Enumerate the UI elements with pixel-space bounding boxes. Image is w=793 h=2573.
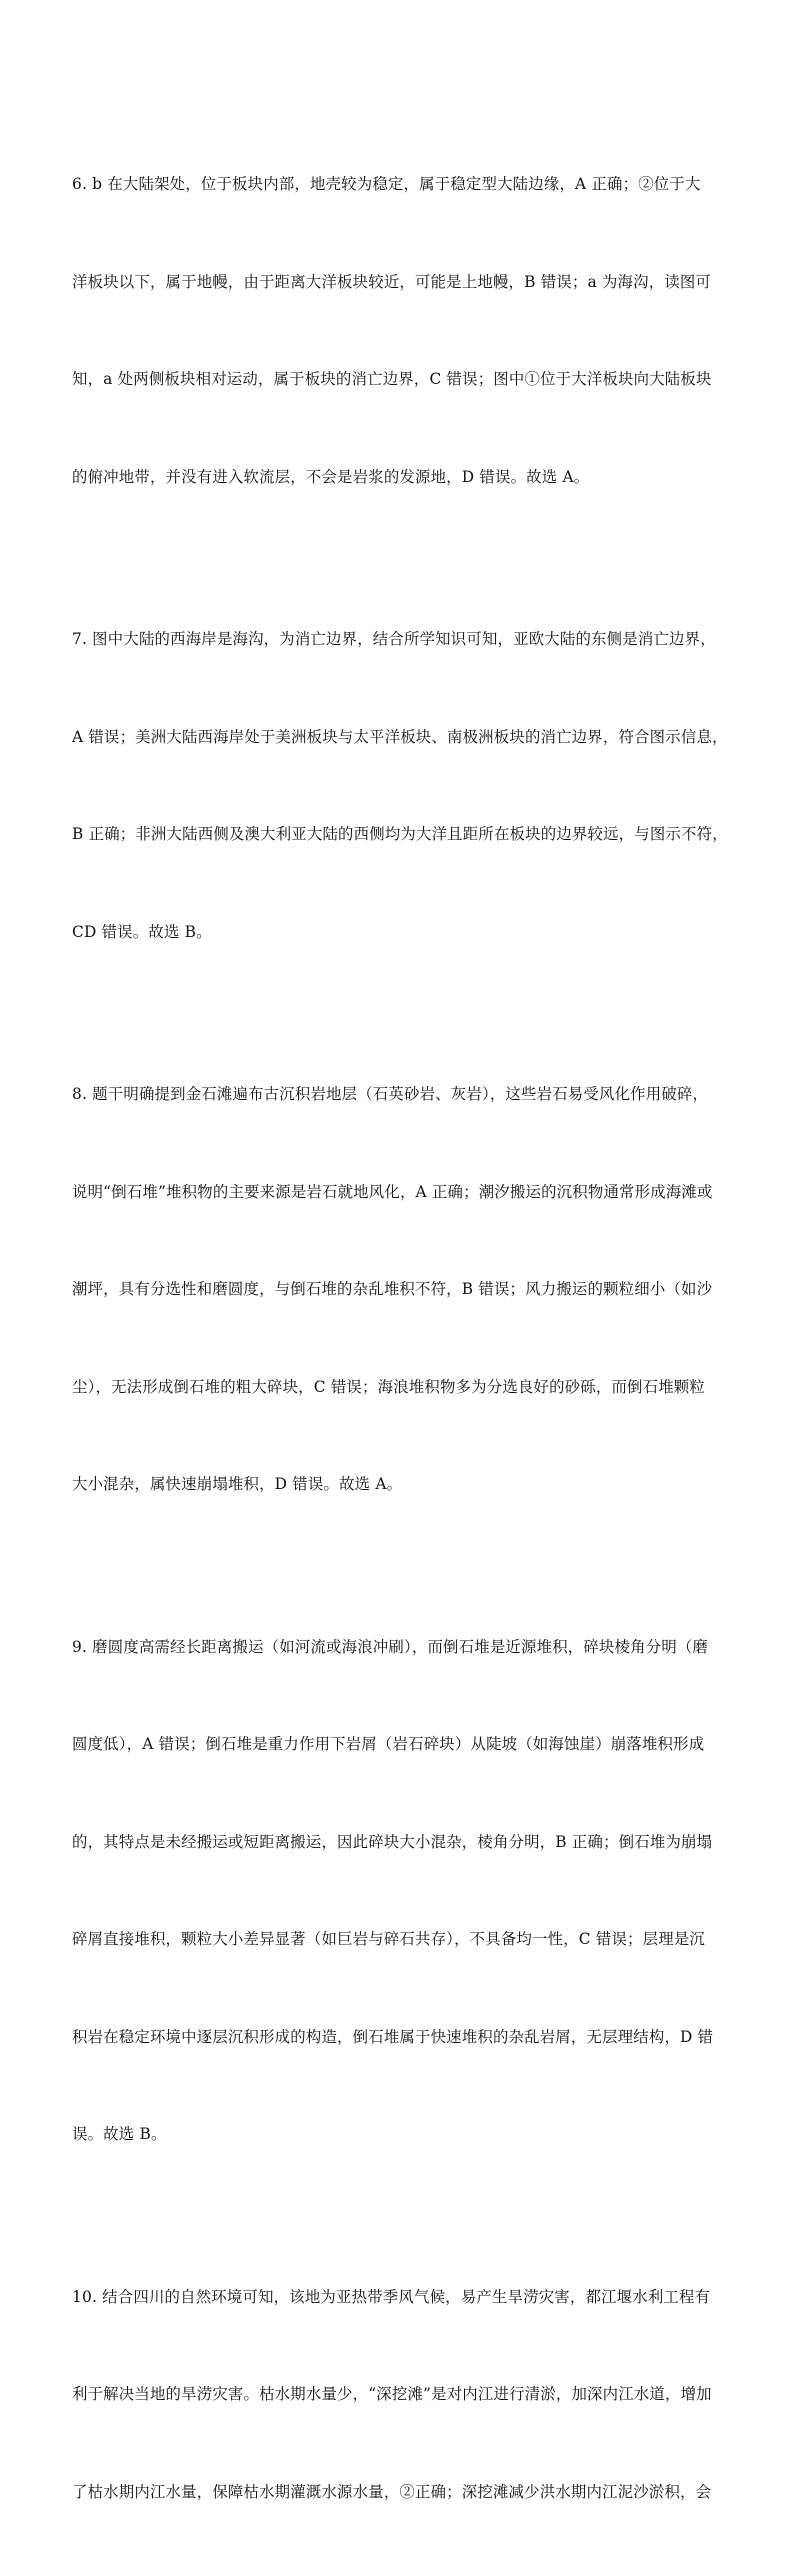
text-line: 7. 图中大陆的西海岸是海沟，为消亡边界，结合所学知识可知，亚欧大陆的东侧是消亡边界， <box>72 623 722 656</box>
answer-paragraph-9 <box>72 1566 722 2216</box>
text-line: 误。故选 B。 <box>72 2118 722 2151</box>
answer-paragraph-10 <box>72 2216 722 2573</box>
text-line: 的俯冲地带，并没有进入软流层，不会是岩浆的发源地，D 错误。故选 A。 <box>72 461 722 494</box>
answer-explanations <box>72 103 722 2573</box>
text-line: CD 错误。故选 B。 <box>72 916 722 949</box>
text-line: 10. 结合四川的自然环境可知，该地为亚热带季风气候，易产生旱涝灾害，都江堰水利工程有 <box>72 2281 722 2314</box>
text-line: A 错误；美洲大陆西海岸处于美洲板块与太平洋板块、南极洲板块的消亡边界，符合图示信息， <box>72 721 722 754</box>
answer-paragraph-7 <box>72 558 722 1013</box>
text-line: 圆度低），A 错误；倒石堆是重力作用下岩屑（岩石碎块）从陡坡（如海蚀崖）崩落堆积形成 <box>72 1728 722 1761</box>
text-line: 碎屑直接堆积，颗粒大小差异显著（如巨岩与碎石共存），不具备均一性，C 错误；层理是沉 <box>72 1923 722 1956</box>
text-line: 大小混杂，属快速崩塌堆积，D 错误。故选 A。 <box>72 1468 722 1501</box>
text-line: 尘），无法形成倒石堆的粗大碎块，C 错误；海浪堆积物多为分选良好的砂砾，而倒石堆颗粒 <box>72 1371 722 1404</box>
text-line: 6. b 在大陆架处，位于板块内部，地壳较为稳定，属于稳定型大陆边缘，A 正确；②位于大 <box>72 168 722 201</box>
answer-paragraph-8 <box>72 1013 722 1566</box>
text-line: 积岩在稳定环境中逐层沉积形成的构造，倒石堆属于快速堆积的杂乱岩屑，无层理结构，D 错 <box>72 2021 722 2054</box>
text-line: 的，其特点是未经搬运或短距离搬运，因此碎块大小混杂，棱角分明，B 正确；倒石堆为崩塌 <box>72 1826 722 1859</box>
text-line: 利于解决当地的旱涝灾害。枯水期水量少，“深挖滩”是对内江进行清淤，加深内江水道，增加 <box>72 2378 722 2411</box>
text-line: 了枯水期内江水量，保障枯水期灌溉水源水量，②正确；深挖滩减少洪水期内江泥沙淤积，会 <box>72 2476 722 2509</box>
text-line: 9. 磨圆度高需经长距离搬运（如河流或海浪冲刷），而倒石堆是近源堆积，碎块棱角分明（磨 <box>72 1631 722 1664</box>
text-line: B 正确；非洲大陆西侧及澳大利亚大陆的西侧均为大洋且距所在板块的边界较远，与图示不符， <box>72 818 722 851</box>
answer-paragraph-6 <box>72 103 722 558</box>
text-line: 8. 题干明确提到金石滩遍布古沉积岩地层（石英砂岩、灰岩），这些岩石易受风化作用破碎， <box>72 1078 722 1111</box>
text-line: 知，a 处两侧板块相对运动，属于板块的消亡边界，C 错误；图中①位于大洋板块向大陆板块 <box>72 363 722 396</box>
text-line: 洋板块以下，属于地幔，由于距离大洋板块较近，可能是上地幔，B 错误；a 为海沟，读图可 <box>72 266 722 299</box>
document-page <box>0 0 793 1123</box>
text-line: 说明“倒石堆”堆积物的主要来源是岩石就地风化，A 正确；潮汐搬运的沉积物通常形成海滩或 <box>72 1176 722 1209</box>
text-line: 潮坪，具有分选性和磨圆度，与倒石堆的杂乱堆积不符，B 错误；风力搬运的颗粒细小（如沙 <box>72 1273 722 1306</box>
